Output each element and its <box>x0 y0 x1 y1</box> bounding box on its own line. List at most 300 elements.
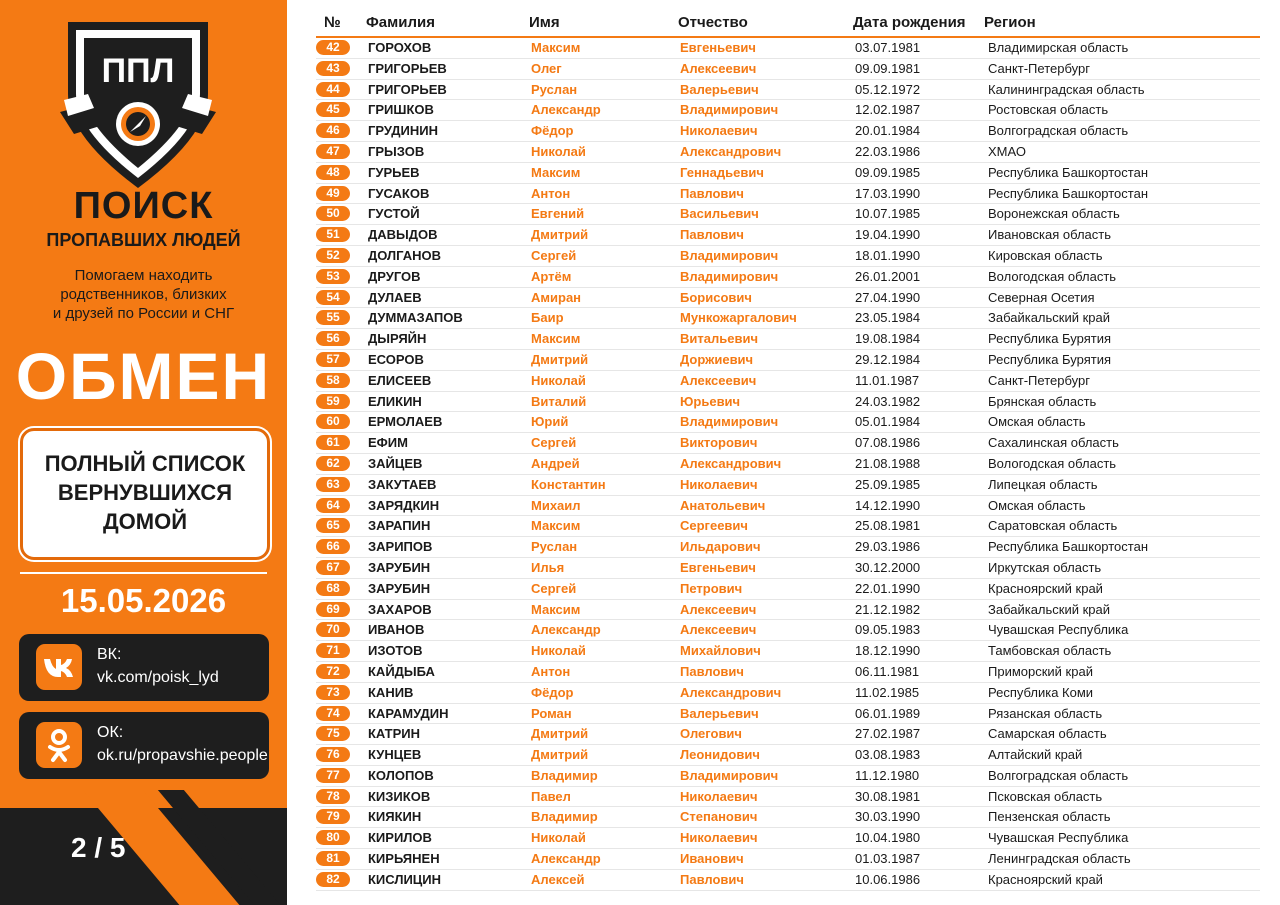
first-name: Дмитрий <box>531 726 589 742</box>
row-number-badge: 46 <box>316 123 350 138</box>
last-name: ГОРОХОВ <box>368 40 432 55</box>
birth-date: 27.02.1987 <box>855 726 921 742</box>
last-name: ЕЛИСЕЕВ <box>368 372 432 388</box>
ok-url[interactable]: ok.ru/propavshie.people <box>97 747 268 764</box>
sidebar <box>0 0 287 905</box>
table-row <box>316 267 1260 288</box>
row-number-badge: 82 <box>316 872 350 887</box>
row-number-badge: 49 <box>316 186 350 201</box>
patronymic: Геннадьевич <box>680 164 764 180</box>
table-row <box>316 849 1260 870</box>
last-name: ДУММАЗАПОВ <box>368 310 463 326</box>
region: Брянская область <box>988 393 1097 409</box>
patronymic: Павлович <box>680 227 744 243</box>
list-title-box <box>20 428 270 560</box>
patronymic: Владимирович <box>680 102 779 118</box>
first-name: Владимир <box>531 767 598 783</box>
birth-date: 30.08.1981 <box>855 788 921 804</box>
patronymic: Владимирович <box>680 247 779 263</box>
birth-date: 21.12.1982 <box>855 601 921 617</box>
patronymic: Борисович <box>680 289 752 305</box>
patronymic: Николаевич <box>680 830 758 846</box>
row-number-badge: 61 <box>316 435 350 450</box>
table-row <box>316 121 1260 142</box>
row-number-badge: 44 <box>316 82 350 97</box>
row-number-badge: 56 <box>316 331 350 346</box>
table-row <box>316 766 1260 787</box>
last-name: ЗАРУБИН <box>368 580 431 596</box>
region: Саратовская область <box>988 518 1118 534</box>
birth-date: 30.03.1990 <box>855 809 921 825</box>
table-row <box>316 787 1260 808</box>
last-name: КУНЦЕВ <box>368 747 422 763</box>
last-name: КАНИВ <box>368 684 414 700</box>
first-name: Антон <box>531 185 571 201</box>
patronymic: Валерьевич <box>680 705 759 721</box>
first-name: Виталий <box>531 393 587 409</box>
last-name: ГРЫЗОВ <box>368 143 425 159</box>
patronymic: Петрович <box>680 580 743 596</box>
last-name: КАТРИН <box>368 726 421 742</box>
table-row <box>316 537 1260 558</box>
row-number-badge: 47 <box>316 144 350 159</box>
table-row <box>316 184 1260 205</box>
last-name: ДУЛАЕВ <box>368 289 422 305</box>
first-name: Руслан <box>531 539 578 555</box>
birth-date: 09.09.1981 <box>855 60 921 76</box>
table-row <box>316 246 1260 267</box>
table-row <box>316 225 1260 246</box>
table-row <box>316 475 1260 496</box>
first-name: Баир <box>531 310 564 326</box>
last-name: ЕФИМ <box>368 435 408 451</box>
patronymic: Иванович <box>680 851 744 867</box>
row-number-badge: 67 <box>316 560 350 575</box>
region: Вологодская область <box>988 455 1117 471</box>
patronymic: Евгеньевич <box>680 559 756 575</box>
birth-date: 10.04.1980 <box>855 830 921 846</box>
last-name: ГРИГОРЬЕВ <box>368 60 447 76</box>
row-number-badge: 54 <box>316 290 350 305</box>
first-name: Фёдор <box>531 684 574 700</box>
table-row <box>316 163 1260 184</box>
table-row <box>316 412 1260 433</box>
birth-date: 19.08.1984 <box>855 331 921 347</box>
first-name: Николай <box>531 143 586 159</box>
table-row <box>316 600 1260 621</box>
first-name: Николай <box>531 830 586 846</box>
last-name: КИРИЛОВ <box>368 830 432 846</box>
row-number-badge: 60 <box>316 414 350 429</box>
row-number-badge: 64 <box>316 498 350 513</box>
patronymic: Владимирович <box>680 414 779 430</box>
row-number-badge: 72 <box>316 664 350 679</box>
patronymic: Олегович <box>680 726 742 742</box>
first-name: Владимир <box>531 809 598 825</box>
first-name: Юрий <box>531 414 569 430</box>
last-name: ИЗОТОВ <box>368 643 423 659</box>
region: Республика Коми <box>988 684 1094 700</box>
birth-date: 03.08.1983 <box>855 747 921 763</box>
first-name: Сергей <box>531 435 577 451</box>
vk-url[interactable]: vk.com/poisk_lyd <box>97 669 219 686</box>
birth-date: 09.09.1985 <box>855 164 921 180</box>
last-name: ИВАНОВ <box>368 622 425 638</box>
patronymic: Валерьевич <box>680 81 759 97</box>
first-name: Константин <box>531 476 606 492</box>
row-number-badge: 55 <box>316 310 350 325</box>
table-row <box>316 288 1260 309</box>
patronymic: Анатольевич <box>680 497 766 513</box>
birth-date: 29.03.1986 <box>855 539 921 555</box>
birth-date: 06.11.1981 <box>855 663 920 679</box>
region: Калининградская область <box>988 81 1145 97</box>
last-name: КОЛОПОВ <box>368 767 434 783</box>
first-name: Антон <box>531 663 571 679</box>
region: Забайкальский край <box>988 601 1111 617</box>
first-name: Дмитрий <box>531 227 589 243</box>
region: Приморский край <box>988 663 1093 679</box>
last-name: ДРУГОВ <box>368 268 421 284</box>
table-row <box>316 496 1260 517</box>
first-name: Михаил <box>531 497 581 513</box>
last-name: ДЫРЯЙН <box>368 331 427 347</box>
region: ХМАО <box>988 143 1026 159</box>
vk-label: ВК: <box>97 646 122 663</box>
birth-date: 11.01.1987 <box>855 372 920 388</box>
row-number-badge: 79 <box>316 809 350 824</box>
last-name: КИСЛИЦИН <box>368 871 442 887</box>
region: Пензенская область <box>988 809 1111 825</box>
ok-link-card[interactable] <box>19 712 269 779</box>
region: Красноярский край <box>988 580 1103 596</box>
odnoklassniki-icon <box>36 722 82 768</box>
birth-date: 10.06.1986 <box>855 871 921 887</box>
first-name: Александр <box>531 851 601 867</box>
table-row <box>316 662 1260 683</box>
birth-date: 03.07.1981 <box>855 40 921 55</box>
birth-date: 30.12.2000 <box>855 559 921 575</box>
last-name: ЕСОРОВ <box>368 351 424 367</box>
patronymic: Владимирович <box>680 268 779 284</box>
last-name: ЗАРАПИН <box>368 518 431 534</box>
row-number-badge: 45 <box>316 102 350 117</box>
last-name: ЗАРИПОВ <box>368 539 433 555</box>
last-name: ЗАХАРОВ <box>368 601 432 617</box>
region: Кировская область <box>988 247 1103 263</box>
table-row <box>316 392 1260 413</box>
row-number-badge: 66 <box>316 539 350 554</box>
region: Чувашская Республика <box>988 622 1129 638</box>
patronymic: Михайлович <box>680 643 761 659</box>
patronymic: Алексеевич <box>680 60 757 76</box>
birth-date: 12.02.1987 <box>855 102 921 118</box>
table-row <box>316 329 1260 350</box>
last-name: ГУРЬЕВ <box>368 164 420 180</box>
first-name: Евгений <box>531 206 585 222</box>
header-first-name: Имя <box>529 14 560 31</box>
table-row <box>316 724 1260 745</box>
brand-name: ПОИСК <box>73 185 214 227</box>
row-number-badge: 62 <box>316 456 350 471</box>
birth-date: 25.09.1985 <box>855 476 921 492</box>
birth-date: 24.03.1982 <box>855 393 921 409</box>
region: Самарская область <box>988 726 1107 742</box>
header-region: Регион <box>984 14 1036 31</box>
region: Ленинградская область <box>988 851 1131 867</box>
patronymic: Евгеньевич <box>680 40 756 55</box>
last-name: ДОЛГАНОВ <box>368 247 441 263</box>
first-name: Максим <box>531 40 581 55</box>
first-name: Дмитрий <box>531 747 589 763</box>
table-row <box>316 38 1260 59</box>
patronymic: Николаевич <box>680 788 758 804</box>
table-row <box>316 641 1260 662</box>
region: Республика Бурятия <box>988 331 1112 347</box>
last-name: КАЙДЫБА <box>368 663 435 679</box>
last-name: ГУСАКОВ <box>368 185 430 201</box>
last-name: ЕЛИКИН <box>368 393 422 409</box>
region: Алтайский край <box>988 747 1083 763</box>
row-number-badge: 75 <box>316 726 350 741</box>
last-name: ЗАРУБИН <box>368 559 431 575</box>
birth-date: 11.02.1985 <box>855 684 920 700</box>
region: Республика Башкортостан <box>988 164 1148 180</box>
region: Омская область <box>988 497 1086 513</box>
birth-date: 05.12.1972 <box>855 81 921 97</box>
patronymic: Алексеевич <box>680 372 757 388</box>
first-name: Александр <box>531 102 601 118</box>
row-number-badge: 63 <box>316 477 350 492</box>
region: Ивановская область <box>988 227 1111 243</box>
birth-date: 11.12.1980 <box>855 767 920 783</box>
first-name: Олег <box>531 60 562 76</box>
birth-date: 10.07.1985 <box>855 206 921 222</box>
first-name: Андрей <box>531 455 580 471</box>
row-number-badge: 52 <box>316 248 350 263</box>
patronymic: Владимирович <box>680 767 779 783</box>
header-last-name: Фамилия <box>366 14 435 31</box>
row-number-badge: 57 <box>316 352 350 367</box>
last-name: ГУСТОЙ <box>368 206 420 222</box>
last-name: КИЯКИН <box>368 809 422 825</box>
patronymic: Александрович <box>680 143 782 159</box>
header-patronymic: Отчество <box>678 14 748 31</box>
row-number-badge: 53 <box>316 269 350 284</box>
row-number-badge: 78 <box>316 789 350 804</box>
birth-date: 29.12.1984 <box>855 351 921 367</box>
region: Иркутская область <box>988 559 1102 575</box>
region: Омская область <box>988 414 1086 430</box>
row-number-badge: 69 <box>316 602 350 617</box>
patronymic: Витальевич <box>680 331 758 347</box>
birth-date: 07.08.1986 <box>855 435 921 451</box>
birth-date: 18.01.1990 <box>855 247 921 263</box>
birth-date: 22.01.1990 <box>855 580 921 596</box>
row-number-badge: 74 <box>316 706 350 721</box>
first-name: Максим <box>531 164 581 180</box>
last-name: ДАВЫДОВ <box>368 227 438 243</box>
last-name: ГРИШКОВ <box>368 102 434 118</box>
row-number-badge: 48 <box>316 165 350 180</box>
birth-date: 21.08.1988 <box>855 455 921 471</box>
patronymic: Сергеевич <box>680 518 748 534</box>
row-number-badge: 50 <box>316 206 350 221</box>
first-name: Сергей <box>531 580 577 596</box>
row-number-badge: 68 <box>316 581 350 596</box>
region: Псковская область <box>988 788 1103 804</box>
region: Чувашская Республика <box>988 830 1129 846</box>
ppl-shield-logo <box>60 16 216 192</box>
patronymic: Викторович <box>680 435 758 451</box>
returned-list-table <box>316 8 1260 891</box>
first-name: Руслан <box>531 81 578 97</box>
first-name: Артём <box>531 268 572 284</box>
divider <box>20 572 267 574</box>
table-row <box>316 80 1260 101</box>
table-row <box>316 683 1260 704</box>
birth-date: 14.12.1990 <box>855 497 921 513</box>
last-name: ЗАКУТАЕВ <box>368 476 437 492</box>
birth-date: 22.03.1986 <box>855 143 921 159</box>
birth-date: 19.04.1990 <box>855 227 921 243</box>
table-row <box>316 204 1260 225</box>
region: Тамбовская область <box>988 643 1112 659</box>
row-number-badge: 71 <box>316 643 350 658</box>
first-name: Николай <box>531 372 586 388</box>
vk-link-card[interactable] <box>19 634 269 701</box>
patronymic: Алексеевич <box>680 601 757 617</box>
birth-date: 23.05.1984 <box>855 310 921 326</box>
region: Санкт-Петербург <box>988 60 1090 76</box>
header-birth-date: Дата рождения <box>853 14 966 31</box>
row-number-badge: 65 <box>316 518 350 533</box>
brand-subtitle: ПРОПАВШИХ ЛЮДЕЙ <box>46 230 241 250</box>
patronymic: Александрович <box>680 684 782 700</box>
page-number: 2 / 5 <box>71 832 126 863</box>
brand-tagline: Помогаем находить родственников, близких и друзей по России и СНГ <box>52 267 235 322</box>
first-name: Амиран <box>531 289 582 305</box>
region: Сахалинская область <box>988 435 1119 451</box>
table-row <box>316 59 1260 80</box>
region: Северная Осетия <box>988 289 1095 305</box>
table-header <box>316 8 1260 38</box>
first-name: Николай <box>531 643 586 659</box>
table-row <box>316 350 1260 371</box>
row-number-badge: 70 <box>316 622 350 637</box>
first-name: Александр <box>531 622 601 638</box>
last-name: КИРЬЯНЕН <box>368 851 440 867</box>
last-name: ГРИГОРЬЕВ <box>368 81 447 97</box>
first-name: Сергей <box>531 247 577 263</box>
last-name: ЗАРЯДКИН <box>368 497 440 513</box>
patronymic: Юрьевич <box>680 393 741 409</box>
last-name: ЗАЙЦЕВ <box>368 455 423 471</box>
table-row <box>316 516 1260 537</box>
table-row <box>316 100 1260 121</box>
last-name: КАРАМУДИН <box>368 705 449 721</box>
first-name: Роман <box>531 705 572 721</box>
region: Забайкальский край <box>988 310 1111 326</box>
row-number-badge: 77 <box>316 768 350 783</box>
table-row <box>316 828 1260 849</box>
row-number-badge: 58 <box>316 373 350 388</box>
birth-date: 18.12.1990 <box>855 643 921 659</box>
patronymic: Степанович <box>680 809 758 825</box>
patronymic: Николаевич <box>680 123 758 139</box>
patronymic: Мункожаргалович <box>680 310 797 326</box>
birth-date: 17.03.1990 <box>855 185 921 201</box>
patronymic: Николаевич <box>680 476 758 492</box>
birth-date: 06.01.1989 <box>855 705 921 721</box>
row-number-badge: 80 <box>316 830 350 845</box>
region: Вологодская область <box>988 268 1117 284</box>
table-row <box>316 620 1260 641</box>
region: Воронежская область <box>988 206 1120 222</box>
patronymic: Александрович <box>680 455 782 471</box>
table-row <box>316 870 1260 891</box>
birth-date: 26.01.2001 <box>855 268 921 284</box>
birth-date: 27.04.1990 <box>855 289 921 305</box>
table-row <box>316 371 1260 392</box>
birth-date: 20.01.1984 <box>855 123 921 139</box>
row-number-badge: 81 <box>316 851 350 866</box>
first-name: Максим <box>531 601 581 617</box>
patronymic: Леонидович <box>680 747 760 763</box>
region: Республика Башкортостан <box>988 539 1148 555</box>
region: Республика Бурятия <box>988 351 1112 367</box>
region: Ростовская область <box>988 102 1109 118</box>
row-number-badge: 51 <box>316 227 350 242</box>
first-name: Максим <box>531 518 581 534</box>
birth-date: 09.05.1983 <box>855 622 921 638</box>
table-row <box>316 807 1260 828</box>
patronymic: Алексеевич <box>680 622 757 638</box>
row-number-badge: 42 <box>316 40 350 55</box>
table-row <box>316 433 1260 454</box>
patronymic: Васильевич <box>680 206 759 222</box>
region: Липецкая область <box>988 476 1098 492</box>
region: Волгоградская область <box>988 767 1129 783</box>
vk-icon <box>36 644 82 690</box>
region: Республика Башкортостан <box>988 185 1148 201</box>
birth-date: 01.03.1987 <box>855 851 921 867</box>
table-row <box>316 308 1260 329</box>
table-row <box>316 558 1260 579</box>
patronymic: Доржиевич <box>680 351 754 367</box>
first-name: Павел <box>531 788 571 804</box>
patronymic: Павлович <box>680 871 744 887</box>
table-row <box>316 579 1260 600</box>
first-name: Илья <box>531 559 565 575</box>
last-name: ГРУДИНИН <box>368 123 439 139</box>
logo-text: ППЛ <box>101 52 175 90</box>
list-title: ПОЛНЫЙ СПИСОК ВЕРНУВШИХСЯ ДОМОЙ <box>44 451 246 534</box>
region: Волгоградская область <box>988 123 1129 139</box>
region: Рязанская область <box>988 705 1103 721</box>
table-body <box>316 38 1260 891</box>
table-row <box>316 704 1260 725</box>
patronymic: Павлович <box>680 663 744 679</box>
region: Владимирская область <box>988 40 1129 55</box>
last-name: КИЗИКОВ <box>368 788 431 804</box>
header-num: № <box>324 14 341 31</box>
birth-date: 25.08.1981 <box>855 518 921 534</box>
first-name: Максим <box>531 331 581 347</box>
first-name: Фёдор <box>531 123 574 139</box>
list-date: 15.05.2026 <box>60 582 227 619</box>
row-number-badge: 59 <box>316 394 350 409</box>
